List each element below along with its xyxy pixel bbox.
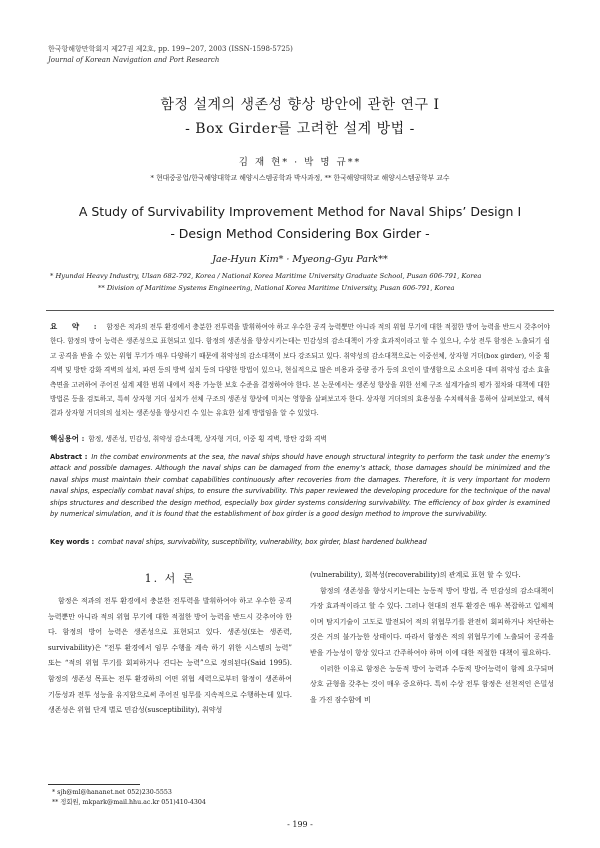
korean-title-line2: - Box Girder를 고려한 설계 방법 -: [185, 121, 415, 137]
intro-paragraph-2: 함정의 생존성을 향상시키는데는 능동적 방어 방법, 즉 민감성의 감소대책이 가장 효과적이라고 할 수 있다. 그러나 현대의 전투 환경은 매우 복잡하고 입체적이며 탐지기술이 고도로 발전되어 적의 위협무기를 완전히 회피하거나 차단하는 것은 거의 불가능한 상태이다. 따라서 함정은 적의 위협무기에 노출되어 공격을 받을 가능성이 항상 있다고 간주하여야 하며 이에 대한 적절한 대책이 필요하다.: [310, 586, 554, 657]
korean-affiliation: * 현대중공업/한국해양대학교 해양시스템공학과 박사과정, ** 한국해양대학교 해양시스템공학부 교수: [150, 174, 450, 182]
english-keywords-text: combat naval ships, survivability, susceptibility, vulnerability, box girder, blast hardened bulkhead: [98, 538, 427, 546]
english-abstract-label: Abstract :: [50, 453, 88, 461]
section-heading: 1. 서 론: [144, 572, 196, 585]
korean-keywords-text: 함정, 생존성, 민감성, 취약성 감소대책, 상자형 거더, 이중 횡 격벽, 방탄 강화 격벽: [88, 435, 327, 443]
korean-title-line1: 함정 설계의 생존성 향상 방안에 관한 연구 I: [160, 97, 440, 113]
english-abstract: [50, 452, 550, 520]
english-title-line2: - Design Method Considering Box Girder -: [170, 226, 430, 241]
korean-abstract-label: 요 약 :: [50, 322, 103, 331]
page-number: - 199 -: [287, 820, 313, 829]
right-column: [310, 568, 554, 708]
journal-line-en: Journal of Korean Navigation and Port Research: [48, 56, 220, 64]
journal-line-ko: 한국항해항만학회지 제27권 제2호, pp. 199~207, 2003 (ISSN-1598-5725): [48, 45, 293, 53]
english-authors: Jae-Hyun Kim* · Myeong-Gyu Park**: [212, 254, 388, 265]
left-column: [48, 594, 292, 719]
english-abstract-text: In the combat environments at the sea, the naval ships should have enough structural integrity to perform the task under the enemy’s attack and possible damages. Although the naval ships can be damaged from the enemy’s attack, those damages should be minimized and the naval ships must maintain their combat capabilities continuously after recoveries from the damages. Therefore, it is very important for modern naval ships, especially combat naval ships, to ensure the survivability. This paper reviewed the developing procedure for the technique of the naval ships structures and described the design method, especially box girder systems considering survivability. The efficiency of box girder is examined by numerical simulation, and it is found that the establishment of box girder is a good design method to improve the survivability.: [50, 453, 550, 519]
footnote-divider: [48, 784, 140, 785]
header-divider: [46, 310, 554, 311]
korean-abstract: [50, 320, 550, 421]
intro-paragraph-1: 함정은 적과의 전투 환경에서 충분한 전투력을 발휘하여야 하고 우수한 공격 능력뿐만 아니라 적의 위협 무기에 대한 적절한 방어 능력을 반드시 갖추어야 한다. 함정의 방어 능력은 생존성으로 표현되고 있다. 생존성(또는 생존력, survivability)은 “전투 환경에서 임무 수행을 계속 하기 위한 시스템의 능력” 또는 “적의 위협 무기를 회피하거나 견디는 능력”으로 정의된다(Said 1995). 함정의 생존성 목표는 전투 환경하의 어떤 위협 세력으로부터 함정이 생존하여 기동성과 전투 성능을 유지함으로써 주어진 임무를 지속적으로 수행하는데 있다. 생존성은 위협 단계 별로 민감성(susceptibility), 취약성: [48, 597, 292, 715]
intro-paragraph-3: 이러한 이유로 함정은 능동적 방어 능력과 수동적 방어능력이 함께 요구되며 상호 균형을 갖추는 것이 매우 중요하다. 특히 수상 전투 함정은 선천적인 은밀성을 가진 잠수함에 비: [310, 664, 554, 704]
english-title-line1: A Study of Survivability Improvement Method for Naval Ships’ Design I: [78, 204, 522, 219]
english-keywords-label: Key words :: [50, 538, 95, 546]
journal-reference: [48, 44, 293, 66]
korean-keywords-label: 핵심용어 :: [50, 434, 85, 443]
korean-abstract-text: 함정은 적과의 전투 환경에서 충분한 전투력을 발휘하여야 하고 우수한 공격 능력뿐만 아니라 적의 위협 무기에 대한 적절한 방어 능력을 반드시 갖추어야 한다. 함정의 방어 능력은 생존성으로 표현되고 있다. 함정의 생존성을 향상시키는데는 민감성의 감소대책이 가장 효과적이라고 할 수 있으나, 수상 전투 함정은 노출되기 쉽고 공격을 받을 수 있는 위협 무기가 매우 다양하기 때문에 취약성의 감소대책이 보다 강조되고 있다. 취약성의 감소대책으로는 이중선체, 상자형 거더(box girder), 이중 횡 격벽 및 방탄 강화 격벽의 설치, 파편 등의 방벽 설치 등의 다양한 방법이 있으나, 현실적으로 많은 비용과 중량 증가 등의 요인이 발생함으로 소요비용 대비 취약성 감소 효율 측면을 고려하여 주어진 설계 제한 범위 내에서 적용 가능한 보호 수준을 결정하여야 한다. 본 논문에서는 생존성 향상을 위한 선체 구조 설계가술의 평가 절차와 대책에 대한 방법론 등을 검토하고, 특히 상자형 거더 설치가 선체 구조의 생존성 향상에 미치는 영향을 살펴보고자 한다. 상자형 거더의의 효용성을 수치해석을 통하여 살펴보았고, 해석 결과 상자형 거더의의 설치는 생존성을 향상시킨 수 있는 유효한 설계 방법임을 알 수 있었다.: [50, 323, 550, 418]
english-affiliation-line2: ** Division of Maritime Systems Engineering, National Korea Maritime University, Pusan 606-791, Korea: [98, 284, 455, 292]
english-keywords: [50, 536, 550, 548]
korean-keywords: [50, 433, 550, 445]
korean-authors: 김 재 현* · 박 명 규**: [238, 157, 362, 168]
footnote-1: * sjh@ml@hananet.net 052)230-5553: [52, 789, 172, 796]
intro-continuation: (vulnerability), 회복성(recoverability)의 관계로 표현 할 수 있다.: [310, 571, 521, 579]
english-affiliation-line1: * Hyundai Heavy Industry, Ulsan 682-792, Korea / National Korea Maritime University Graduate School, Pusan 606-791, Korea: [50, 272, 482, 280]
footnote-2: ** 정회원, mkpark@mail.hhu.ac.kr 051)410-4304: [52, 799, 206, 806]
